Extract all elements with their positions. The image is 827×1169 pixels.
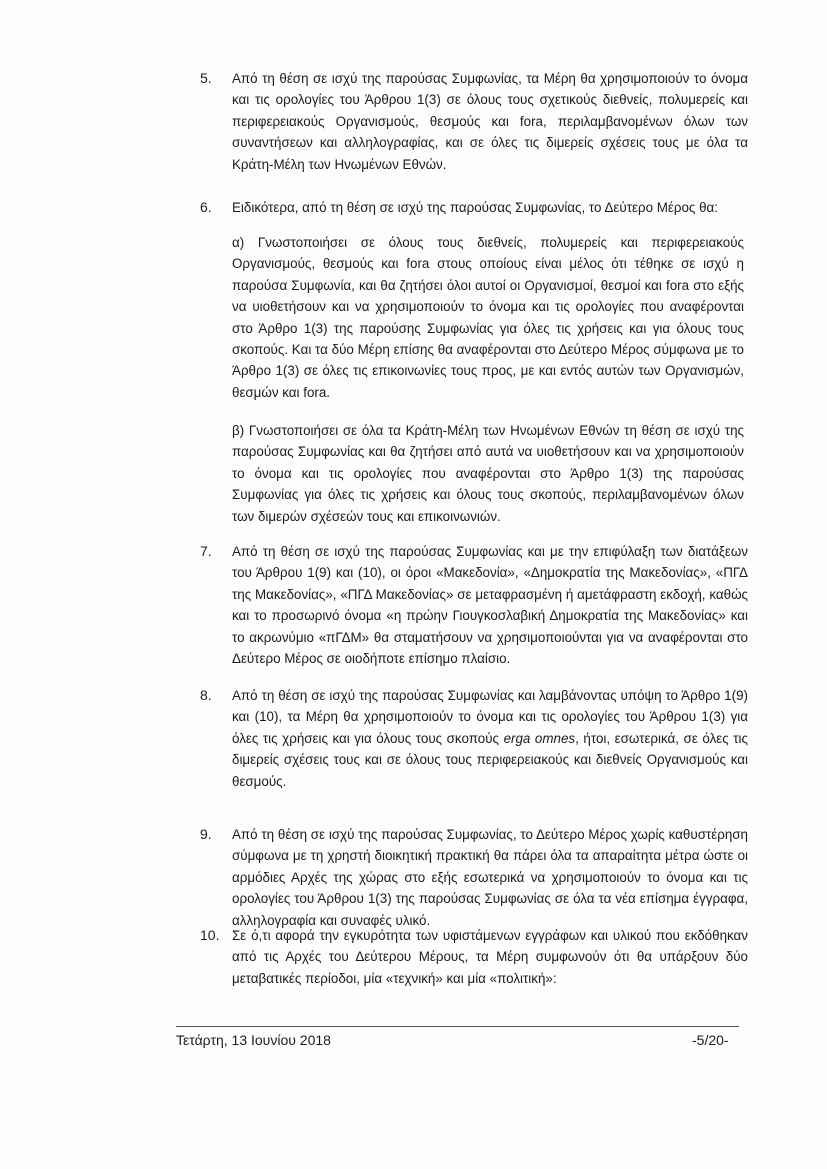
paragraph-6 (200, 197, 748, 218)
paragraph-text: Σε ό,τι αφορά την εγκυρότητα των υφιστάμενων εγγράφων και υλικού που εκδόθηκαν από τις Αρχές του Δεύτερου Μέρους, τα Μέρη συμφωνούν ότι θα υπάρξουν δύο μεταβατικές περίοδοι, μία «τεχνική» και μία «πολιτική»: (232, 928, 748, 986)
paragraph-number: 7. (200, 543, 212, 559)
footer-divider (176, 1026, 739, 1027)
paragraph-number: 10. (200, 927, 220, 943)
paragraph-text: Ειδικότερα, από τη θέση σε ισχύ της παρούσας Συμφωνίας, το Δεύτερο Μέρος θα: (232, 200, 719, 215)
paragraph-9 (200, 824, 748, 931)
paragraph-text: Από τη θέση σε ισχύ της παρούσας Συμφωνίας και με την επιφύλαξη των διατάξεων του Άρθρου 1(9) και (10), οι όροι «Μακεδονία», «Δημοκρατία της Μακεδονίας», «ΠΓΔ της Μακεδονίας», «ΠΓΔ Μακεδονίας» σε μεταφρασμένη ή αμετάφραστη εκδοχή, καθώς και το προσωρινό όνομα «η πρώην Γιουγκοσλαβική Δημοκρατία της Μακεδονίας» και το ακρωνύμιο «πΓΔΜ» θα σταματήσουν να χρησιμοποιούνται για να αναφέρονται στο Δεύτερο Μέρος σε οιοδήποτε επίσημο πλαίσιο. (232, 544, 748, 667)
paragraph-text-start: Από τη θέση σε ισχύ της παρούσας Συμφωνίας και λαμβάνοντας υπόψη το Άρθρο 1(9) και (10), τα Μέρη θα χρησιμοποιούν το όνομα και τις ορολογίες του Άρθρου 1(3) για όλες τις χρήσεις και για όλους τους σκοπούς (232, 688, 748, 746)
paragraph-5 (200, 68, 748, 175)
subparagraph-b: β) Γνωστοποιήσει σε όλα τα Κράτη-Μέλη των Ηνωμένων Εθνών τη θέση σε ισχύ της παρούσας Συμφωνίας και θα ζητήσει από αυτά να υιοθετήσουν και να χρησιμοποιούν το όνομα και τις ορολογίες που αναφέρονται στο Άρθρο 1(3) της παρούσας Συμφωνίας για όλες τις χρήσεις και όλους τους σκοπούς, περιλαμβανομένων όλων των διμερών σχέσεών τους και επικοινωνιών. (232, 423, 744, 524)
paragraph-text-end: , ήτοι, εσωτερικά, σε όλες τις διμερείς σχέσεις τους και σε όλους τους περιφερειακούς και διεθνείς Οργανισμούς και θεσμούς. (232, 730, 748, 789)
paragraph-7 (200, 541, 748, 669)
paragraph-text (232, 685, 748, 792)
subparagraph-a: α) Γνωστοποιήσει σε όλους τους διεθνείς, πολυμερείς και περιφερειακούς Οργανισμούς, θεσμούς και fora στους οποίους είναι μέλος ότι τέθηκε σε ισχύ η παρούσα Συμφωνία, και θα ζητήσει όλοι αυτοί οι Οργανισμοί, θεσμοί και fora στο εξής να υιοθετήσουν και να χρησιμοποιούν το όνομα και τις ορολογίες που αναφέρονται στο Άρθρο 1(3) της παρούσης Συμφωνίας για όλες τις χρήσεις και για όλους τους σκοπούς. Και τα δύο Μέρη επίσης θα αναφέρονται στο Δεύτερο Μέρος σύμφωνα με το Άρθρο 1(3) σε όλες τις επικοινωνίες τους προς, με και εντός αυτών των Οργανισμών, θεσμών και fora. (232, 235, 744, 400)
paragraph-number: 6. (200, 199, 212, 215)
paragraph-number: 8. (200, 687, 212, 703)
paragraph-text: Από τη θέση σε ισχύ της παρούσας Συμφωνίας, τα Μέρη θα χρησιμοποιούν το όνομα και τις ορολογίες του Άρθρου 1(3) σε όλους τους σχετικούς διεθνείς, πολυμερείς και περιφερειακούς Οργανισμούς, θεσμούς και fora, περιλαμβανομένων όλων των συναντήσεων και αλληλογραφίας, και σε όλες τις διμερείς σχέσεις τους με όλα τα Κράτη-Μέλη των Ηνωμένων Εθνών. (232, 71, 748, 172)
page-number: -5/20- (692, 1032, 729, 1048)
paragraph-10 (200, 925, 748, 989)
footer-date: Τετάρτη, 13 Ιουνίου 2018 (176, 1032, 331, 1048)
latin-phrase: erga omnes (503, 730, 576, 746)
paragraph-text: Από τη θέση σε ισχύ της παρούσας Συμφωνίας, το Δεύτερο Μέρος χωρίς καθυστέρηση σύμφωνα με τη χρηστή διοικητική πρακτική θα πάρει όλα τα απαραίτητα μέτρα ώστε οι αρμόδιες Αρχές της χώρας στο εξής εσωτερικά να χρησιμοποιούν το όνομα και τις ορολογίες του Άρθρου 1(3) της παρούσας Συμφωνίας σε όλα τα νέα επίσημα έγγραφα, αλληλογραφία και συναφές υλικό. (232, 827, 748, 928)
paragraph-8 (200, 685, 748, 792)
paragraph-number: 5. (200, 70, 212, 86)
paragraph-number: 9. (200, 826, 212, 842)
